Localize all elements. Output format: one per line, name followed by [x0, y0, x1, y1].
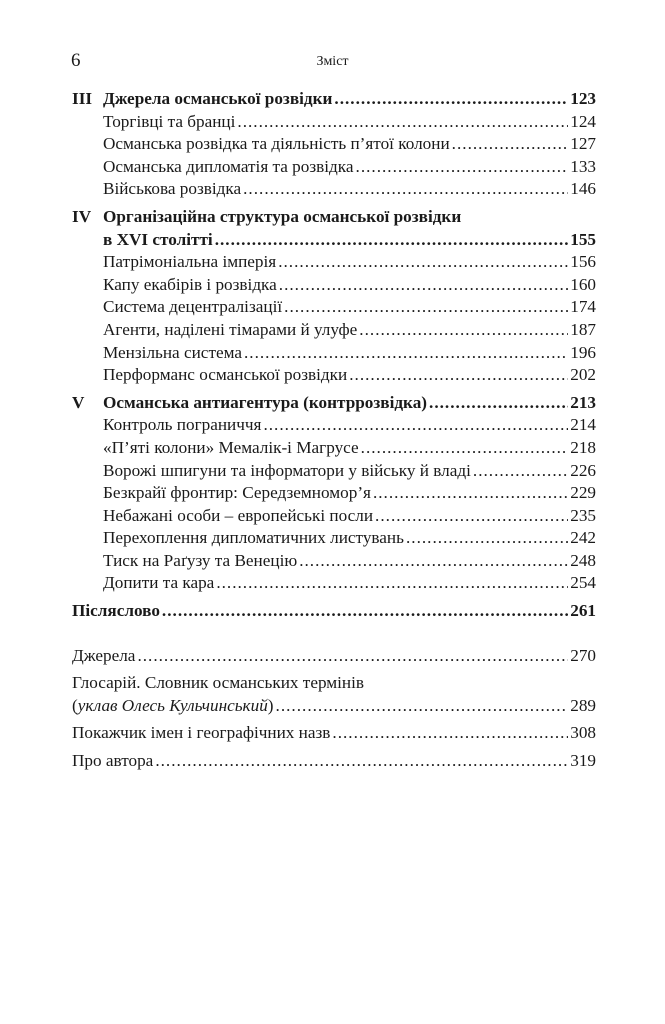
- chapter-page: 226: [570, 460, 596, 480]
- toc-about-author[interactable]: [72, 750, 596, 773]
- dot-leader: [162, 600, 568, 623]
- dot-leader: [276, 695, 569, 718]
- toc-chapter-item[interactable]: [72, 460, 596, 483]
- dot-leader: [452, 133, 569, 156]
- entry-page: 289: [570, 695, 596, 715]
- toc-chapter-item[interactable]: [72, 572, 596, 595]
- entry-title-cont: [72, 695, 274, 718]
- toc-afterword[interactable]: [72, 600, 596, 623]
- dot-leader: [375, 505, 568, 528]
- chapter-page: 174: [570, 297, 596, 317]
- dot-leader: [361, 437, 569, 460]
- chapter-title: «П’яті колони» Мемалік-і Магрусе: [103, 437, 359, 457]
- part-title: Джерела османської розвідки: [103, 89, 333, 108]
- paren-open: (: [72, 695, 78, 715]
- toc-chapter-item[interactable]: [72, 550, 596, 573]
- entry-page: 319: [570, 751, 596, 771]
- chapter-title: Безкрайї фронтир: Середземномор’я: [103, 483, 371, 503]
- part-page: 213: [570, 392, 596, 412]
- entry-page: 270: [570, 645, 596, 665]
- dot-leader: [244, 342, 568, 365]
- dot-leader: [263, 414, 568, 437]
- dot-leader: [278, 251, 568, 274]
- chapter-title: Османська дипломатія та розвідка: [103, 156, 354, 176]
- toc-chapter-item[interactable]: [72, 319, 596, 342]
- chapter-title: Тиск на Раґузу та Венецію: [103, 550, 298, 570]
- dot-leader: [215, 229, 569, 252]
- dot-leader: [473, 460, 568, 483]
- part-numeral: V: [72, 392, 85, 412]
- dot-leader: [284, 296, 568, 319]
- entry-page: 308: [570, 723, 596, 743]
- toc-index[interactable]: [72, 722, 596, 745]
- chapter-title: Допити та кара: [103, 573, 215, 593]
- page-number: 6: [71, 50, 81, 71]
- chapter-page: 146: [570, 179, 596, 199]
- dot-leader: [373, 482, 568, 505]
- afterword-title: Післяслово: [72, 601, 160, 621]
- chapter-page: 160: [570, 274, 596, 294]
- toc-glossary-line2[interactable]: [72, 695, 596, 718]
- toc-part-5[interactable]: [72, 392, 596, 415]
- toc-chapter-item[interactable]: [72, 178, 596, 201]
- compiler-credit: уклав Олесь Кульчинський: [77, 695, 268, 715]
- dot-leader: [406, 527, 568, 550]
- toc-sources[interactable]: [72, 645, 596, 668]
- chapter-page: 229: [570, 483, 596, 503]
- dot-leader: [237, 111, 568, 134]
- chapter-title: Патрімоніальна імперія: [103, 252, 277, 272]
- dot-leader: [279, 274, 568, 297]
- toc-chapter-item[interactable]: [72, 296, 596, 319]
- part-title-cont: в XVI столітті: [103, 229, 213, 249]
- chapter-page: 248: [570, 550, 596, 570]
- toc-chapter-item[interactable]: [72, 274, 596, 297]
- chapter-page: 242: [570, 528, 596, 548]
- toc-part-3[interactable]: [72, 88, 596, 111]
- entry-title: Джерела: [72, 645, 136, 665]
- chapter-page: 254: [570, 573, 596, 593]
- toc-chapter-item[interactable]: [72, 364, 596, 387]
- dot-leader: [334, 88, 568, 111]
- paren-close: ): [267, 695, 274, 715]
- chapter-page: 127: [570, 134, 596, 154]
- chapter-page: 214: [570, 415, 596, 435]
- chapter-title: Небажані особи – европейські посли: [103, 505, 374, 525]
- chapter-page: 218: [570, 437, 596, 457]
- toc-chapter-item[interactable]: [72, 527, 596, 550]
- toc-chapter-item[interactable]: [72, 111, 596, 134]
- part-page: 123: [570, 89, 596, 108]
- chapter-page: 133: [570, 156, 596, 176]
- toc-part-4-line2[interactable]: [72, 229, 596, 252]
- chapter-title: Мензільна система: [103, 342, 242, 362]
- part-title: Османська антиагентура (контррозвідка): [103, 392, 428, 412]
- toc-part-4-line1[interactable]: [72, 206, 596, 229]
- chapter-title: Ворожі шпигуни та інформатори у війську й владі: [103, 460, 471, 480]
- toc-chapter-item[interactable]: [72, 133, 596, 156]
- chapter-title: Контроль пограниччя: [103, 415, 262, 435]
- dot-leader: [429, 392, 568, 415]
- part-page: 155: [570, 229, 596, 249]
- toc-chapter-item[interactable]: [72, 437, 596, 460]
- chapter-page: 124: [570, 111, 596, 131]
- chapter-title: Агенти, наділені тімарами й улуфе: [103, 319, 358, 339]
- chapter-title: Капу екабірів і розвідка: [103, 274, 277, 294]
- toc-chapter-item[interactable]: [72, 482, 596, 505]
- toc-chapter-item[interactable]: [72, 251, 596, 274]
- dot-leader: [299, 550, 568, 573]
- dot-leader: [137, 645, 568, 668]
- chapter-title: Торгівці та бранці: [103, 111, 236, 131]
- chapter-title: Перехоплення дипломатичних листувань: [103, 528, 404, 548]
- chapter-title: Перформанс османської розвідки: [103, 365, 348, 385]
- entry-title: Глосарій. Словник османських термінів: [72, 673, 365, 693]
- afterword-page: 261: [570, 601, 596, 621]
- dot-leader: [356, 156, 569, 179]
- entry-title: Покажчик імен і географічних назв: [72, 723, 331, 743]
- toc-glossary-line1[interactable]: [72, 672, 596, 695]
- toc-chapter-item[interactable]: [72, 156, 596, 179]
- chapter-page: 202: [570, 365, 596, 385]
- toc-chapter-item[interactable]: [72, 342, 596, 365]
- chapter-title: Османська розвідка та діяльність п’ятої колони: [103, 134, 450, 154]
- part-title: Організаційна структура османської розвідки: [103, 206, 462, 226]
- dot-leader: [332, 722, 568, 745]
- toc-chapter-item[interactable]: [72, 505, 596, 528]
- chapter-page: 235: [570, 505, 596, 525]
- chapter-title: Військова розвідка: [103, 179, 242, 199]
- chapter-page: 187: [570, 319, 596, 339]
- dot-leader: [216, 572, 568, 595]
- part-numeral: III: [72, 89, 93, 108]
- entry-title: Про автора: [72, 751, 154, 771]
- dot-leader: [349, 364, 568, 387]
- dot-leader: [155, 750, 568, 773]
- running-title: Зміст: [316, 54, 349, 69]
- part-numeral: IV: [72, 206, 92, 226]
- dot-leader: [243, 178, 568, 201]
- toc-chapter-item[interactable]: [72, 414, 596, 437]
- chapter-page: 156: [570, 252, 596, 272]
- chapter-page: 196: [570, 342, 596, 362]
- table-of-contents: [72, 88, 596, 773]
- chapter-title: Система децентралізації: [103, 297, 283, 317]
- dot-leader: [359, 319, 568, 342]
